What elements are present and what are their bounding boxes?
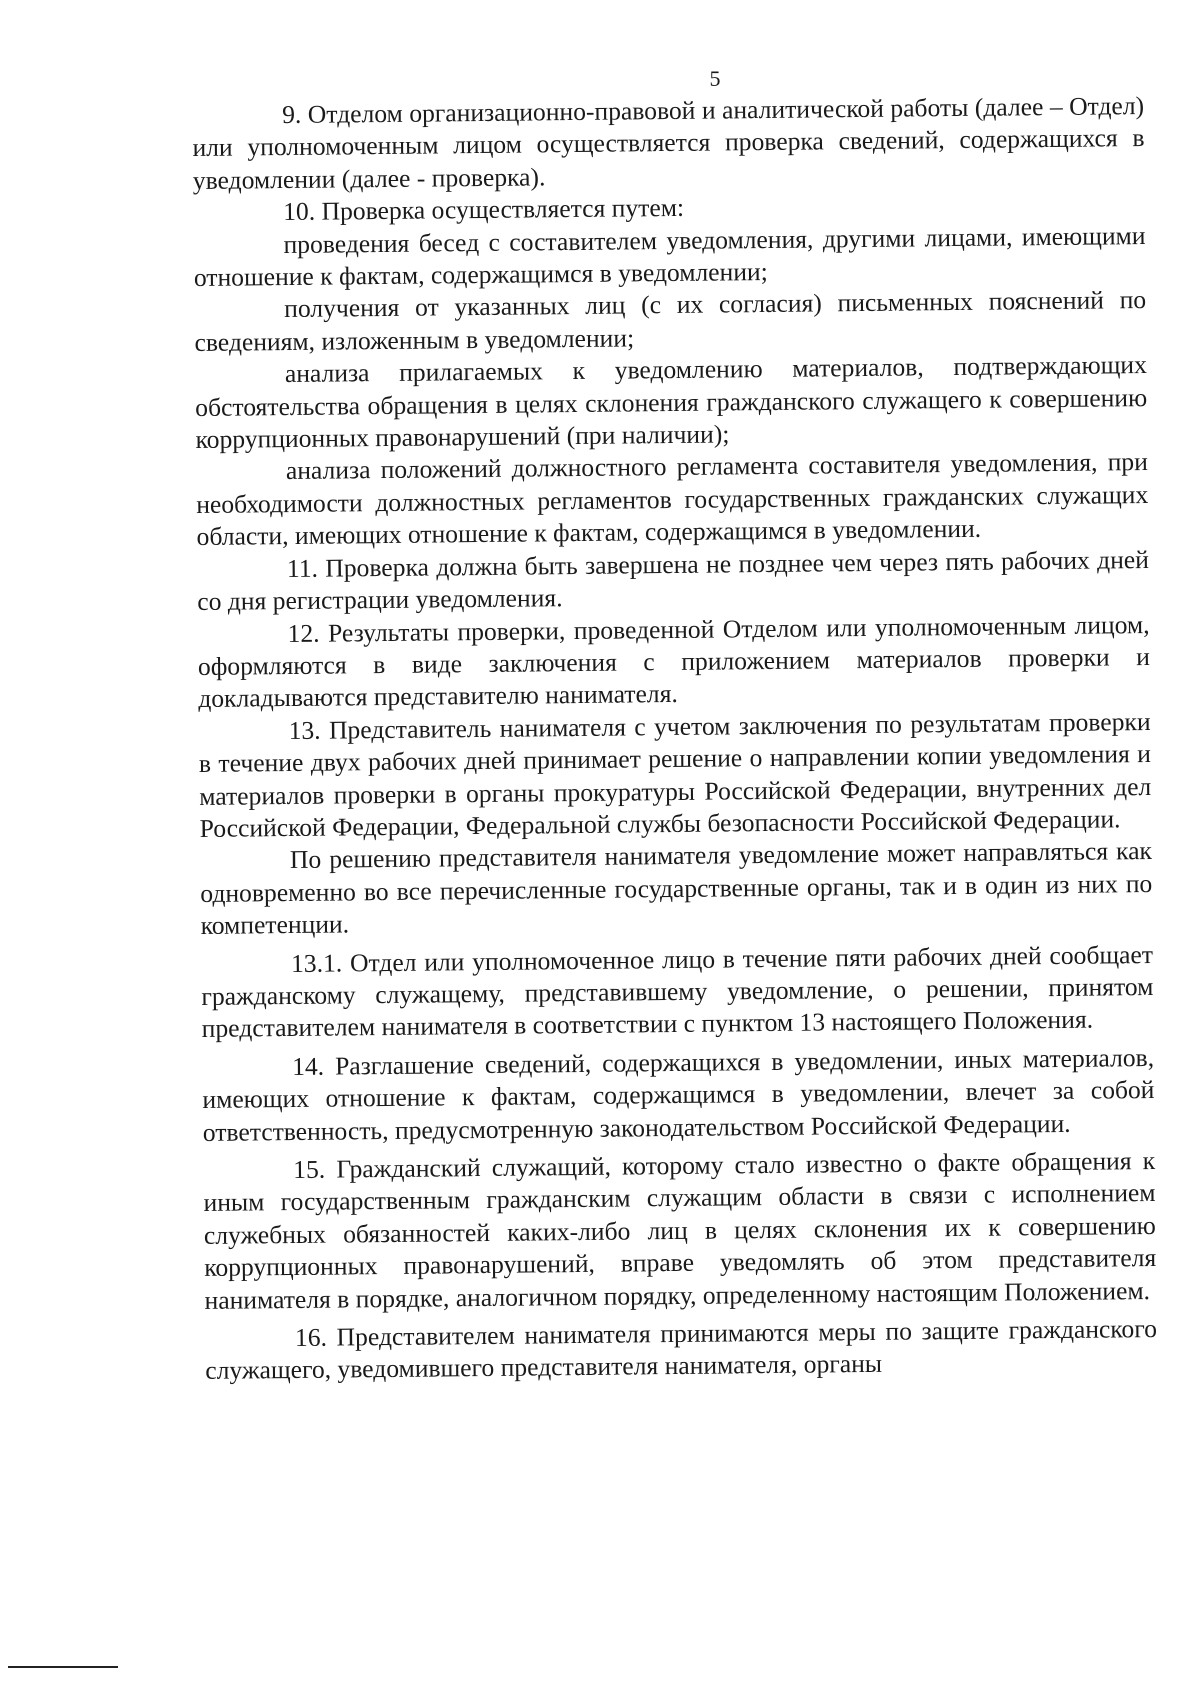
paragraph-13-1: 13.1. Отдел или уполномоченное лицо в течение пяти рабочих дней сообщает гражданскому служащему, представившему уведомление, о решении, принятом представителем нанимателя в соответствии с пунктом 13 настоящего Положения.	[201, 939, 1154, 1044]
paragraph-10-item-conversations: проведения бесед с составителем уведомления, другими лицами, имеющими отношение к фактам, содержащимся в уведомлении;	[193, 220, 1146, 293]
paragraph-15: 15. Гражданский служащий, которому стало известно о факте обращения к иным государственным гражданским служащим области в связи с исполнением служебных обязанностей каких-либо лиц в целях склонения их к совершению коррупционных правонарушений, вправе уведомлять об этом представителя нанимателя в порядке, аналогичном порядку, определенному настоящим Положением.	[203, 1145, 1157, 1315]
paragraph-13-decision: По решению представителя нанимателя уведомление может направляться как одновременно во все перечисленные государственные органы, так и в один из них по компетенции.	[200, 836, 1153, 941]
paragraph-10: 10. Проверка осуществляется путем:	[283, 193, 685, 227]
paragraph-11: 11. Проверка должна быть завершена не позднее чем через пять рабочих дней со дня регистрации уведомления.	[197, 544, 1150, 617]
paragraph-9: 9. Отделом организационно-правовой и аналитической работы (далее – Отдел) или уполномоченным лицом осуществляется проверка сведений, содержащихся в уведомлении (далее - проверка).	[192, 91, 1145, 195]
paragraph-10-item-explanations: получения от указанных лиц (с их согласия) письменных пояснений по сведениям, изложенным в уведомлении;	[194, 285, 1147, 357]
paragraph-16: 16. Представителем нанимателя принимаются меры по защите гражданского служащего, уведомившего представителя нанимателя, органы	[205, 1313, 1158, 1386]
paragraph-10-item-regulations: анализа положений должностного регламента составителя уведомления, при необходимости должностных регламентов государственных гражданских служащих области, имеющих отношение к фактам, содержащимся в уведомлении.	[196, 447, 1149, 552]
scan-edge-mark	[8, 1666, 118, 1668]
paragraph-14: 14. Разглашение сведений, содержащихся в уведомлении, иных материалов, имеющих отношение к фактам, содержащимся в уведомлении, влечет за собой ответственность, предусмотренную законодательством Российской Федерации.	[202, 1042, 1155, 1147]
page-number: 5	[709, 66, 721, 91]
paragraph-13: 13. Представитель нанимателя с учетом заключения по результатам проверки в течение двух рабочих дней принимает решение о направлении копии уведомления и материалов проверки в органы прокуратуры Российской Федерации, внутренних дел Российской Федерации, Федеральной службы безопасности Российской Федерации.	[198, 706, 1152, 843]
paragraph-10-item-materials: анализа прилагаемых к уведомлению материалов, подтверждающих обстоятельства обращения в целях склонения гражданского служащего к совершению коррупционных правонарушений (при наличии);	[195, 350, 1148, 455]
document-body	[192, 90, 1157, 1388]
paragraph-12: 12. Результаты проверки, проведенной Отделом или уполномоченным лицом, оформляются в виде заключения с приложением материалов проверки и докладываются представителю нанимателя.	[197, 609, 1151, 714]
